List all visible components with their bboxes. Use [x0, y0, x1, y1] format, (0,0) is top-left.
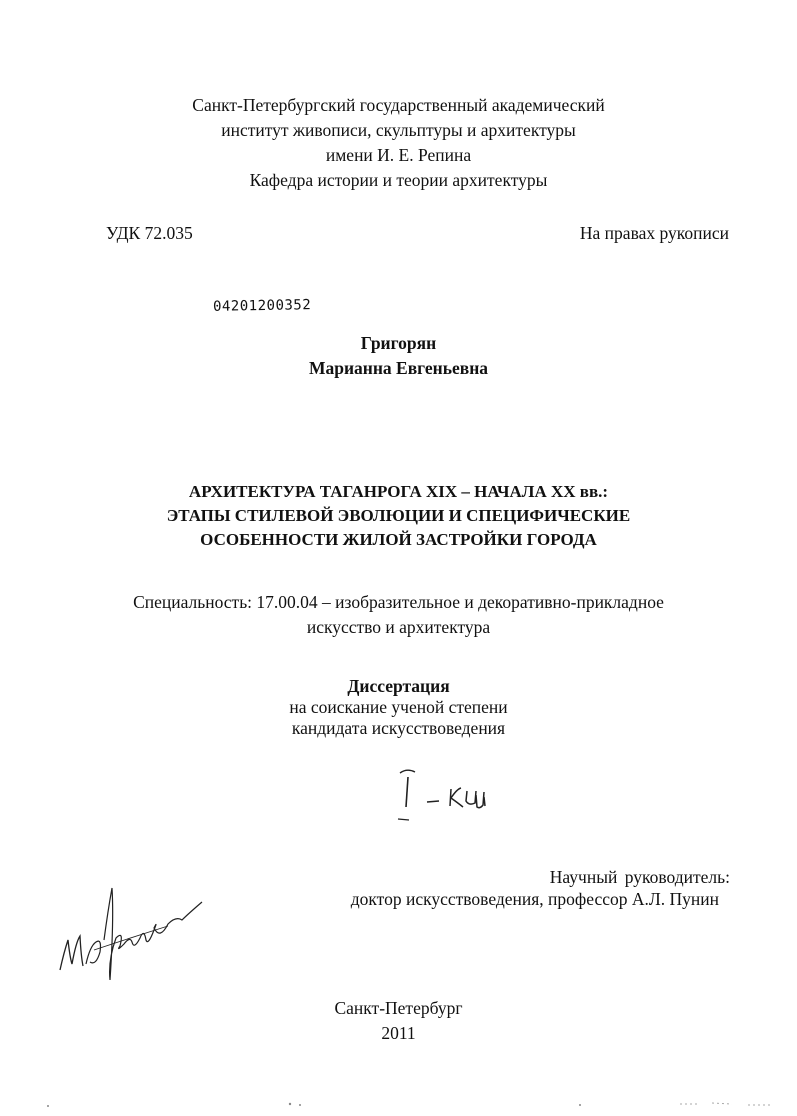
- specialty-block: [0, 590, 797, 640]
- degree-heading: Диссертация: [347, 676, 450, 696]
- scan-edge-specks: [0, 1090, 797, 1116]
- title-line: ОСОБЕННОСТИ ЖИЛОЙ ЗАСТРОЙКИ ГОРОДА: [200, 530, 597, 549]
- year: 2011: [381, 1023, 416, 1043]
- author-name: Марианна Евгеньевна: [308, 358, 489, 378]
- institution-line: имени И. Е. Репина: [325, 145, 472, 165]
- city: Санкт-Петербург: [334, 998, 463, 1018]
- institution-line: институт живописи, скульптуры и архитектуры: [221, 120, 576, 140]
- supervisor-label: Научный руководитель:: [549, 867, 730, 887]
- author-block: [0, 331, 797, 381]
- title-line: ЭТАПЫ СТИЛЕВОЙ ЭВОЛЮЦИИ И СПЕЦИФИЧЕСКИЕ: [166, 506, 631, 525]
- institution-line: Санкт-Петербургский государственный академический: [192, 95, 605, 115]
- degree-line: кандидата искусствоведения: [291, 718, 506, 738]
- specialty-line: Специальность: 17.00.04 – изобразительное и декоративно-прикладное: [133, 592, 664, 612]
- supervisor-name: доктор искусствоведения, профессор А.Л. Пунин: [350, 889, 719, 909]
- supervisor-signature: [50, 880, 210, 990]
- specialty-line: искусство и архитектура: [306, 617, 491, 637]
- registration-number-stamp: 04201200352: [212, 297, 312, 315]
- dissertation-title: [0, 480, 797, 552]
- degree-block: [0, 676, 797, 739]
- author-surname: Григорян: [360, 333, 437, 353]
- department-line: Кафедра истории и теории архитектуры: [249, 170, 548, 190]
- udk-code: УДК 72.035: [106, 223, 193, 243]
- institution-block: [0, 93, 797, 193]
- degree-line: на соискание ученой степени: [289, 697, 508, 717]
- place-date-block: [0, 996, 797, 1046]
- handwritten-note: [395, 765, 505, 825]
- title-line: АРХИТЕКТУРА ТАГАНРОГА XIX – НАЧАЛА XX вв.:: [188, 482, 609, 501]
- rights-notice: На правах рукописи: [579, 223, 729, 243]
